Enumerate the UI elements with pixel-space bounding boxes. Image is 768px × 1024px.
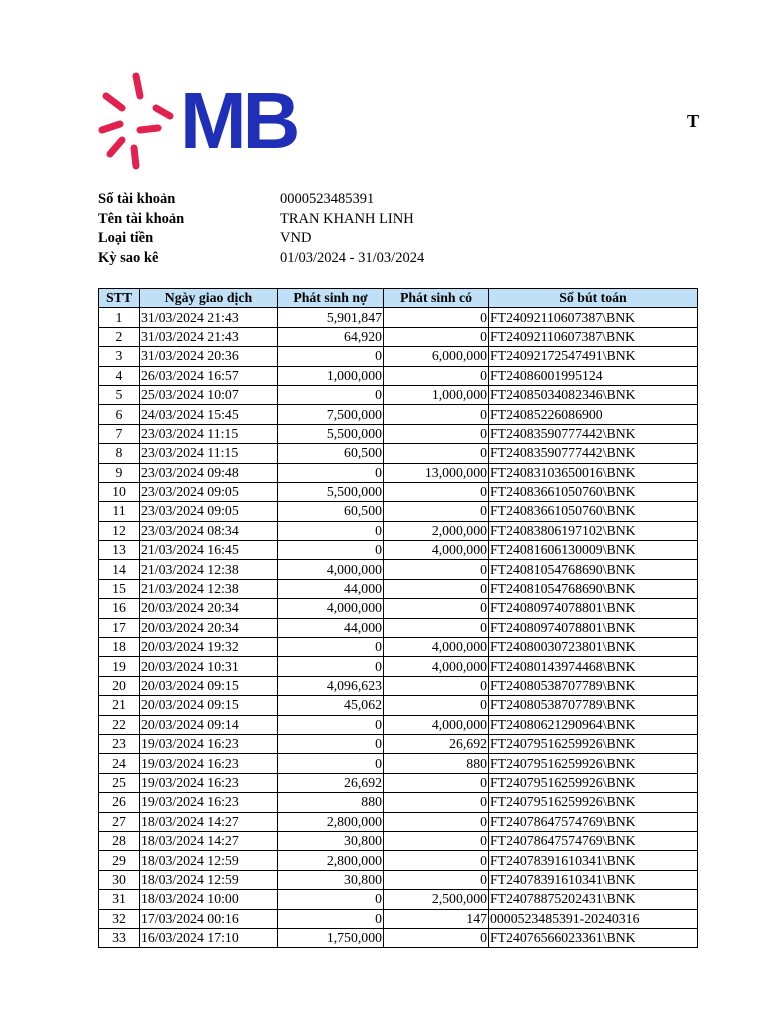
cell-stt: 17 — [99, 618, 140, 637]
cell-reference: FT24086001995124 — [489, 366, 698, 385]
cell-transaction-date: 20/03/2024 09:15 — [140, 676, 278, 695]
cell-transaction-date: 21/03/2024 12:38 — [140, 579, 278, 598]
currency-row — [98, 229, 424, 249]
table-row — [99, 482, 698, 501]
cell-reference: FT24079516259926\BNK — [489, 793, 698, 812]
column-header-reference: Số bút toán — [489, 289, 698, 308]
cell-transaction-date: 25/03/2024 10:07 — [140, 385, 278, 404]
cell-stt: 30 — [99, 870, 140, 889]
mb-star-logo-icon — [96, 70, 176, 172]
cell-transaction-date: 20/03/2024 10:31 — [140, 657, 278, 676]
cell-stt: 3 — [99, 347, 140, 366]
account-name-row — [98, 210, 424, 230]
cell-transaction-date: 20/03/2024 09:14 — [140, 715, 278, 734]
cell-transaction-date: 20/03/2024 19:32 — [140, 638, 278, 657]
cell-reference: FT24080030723801\BNK — [489, 638, 698, 657]
cell-credit: 2,500,000 — [384, 890, 489, 909]
cell-debit: 44,000 — [278, 579, 384, 598]
cell-credit: 0 — [384, 599, 489, 618]
cell-debit: 5,500,000 — [278, 424, 384, 443]
cell-credit: 0 — [384, 831, 489, 850]
cell-credit: 0 — [384, 560, 489, 579]
cell-reference: FT24083590777442\BNK — [489, 444, 698, 463]
cell-debit: 60,500 — [278, 444, 384, 463]
transaction-table — [98, 288, 698, 948]
cell-reference: FT24080974078801\BNK — [489, 618, 698, 637]
cell-reference: FT24080538707789\BNK — [489, 696, 698, 715]
cell-stt: 31 — [99, 890, 140, 909]
table-row — [99, 754, 698, 773]
table-row — [99, 405, 698, 424]
cell-stt: 33 — [99, 928, 140, 947]
table-row — [99, 308, 698, 327]
column-header-credit: Phát sinh có — [384, 289, 489, 308]
currency-label: Loại tiền — [98, 230, 154, 247]
cell-reference: FT24081606130009\BNK — [489, 541, 698, 560]
table-row — [99, 327, 698, 346]
cell-credit: 0 — [384, 444, 489, 463]
cell-reference: FT24081054768690\BNK — [489, 579, 698, 598]
cell-stt: 10 — [99, 482, 140, 501]
cell-credit: 4,000,000 — [384, 715, 489, 734]
cell-debit: 0 — [278, 754, 384, 773]
cell-stt: 27 — [99, 812, 140, 831]
cell-stt: 2 — [99, 327, 140, 346]
cell-stt: 23 — [99, 734, 140, 753]
cell-stt: 14 — [99, 560, 140, 579]
cell-debit: 0 — [278, 909, 384, 928]
cell-stt: 21 — [99, 696, 140, 715]
table-row — [99, 385, 698, 404]
cell-credit: 1,000,000 — [384, 385, 489, 404]
table-row — [99, 463, 698, 482]
cell-credit: 26,692 — [384, 734, 489, 753]
cell-credit: 0 — [384, 502, 489, 521]
table-row — [99, 870, 698, 889]
cell-stt: 9 — [99, 463, 140, 482]
cell-reference: FT24080538707789\BNK — [489, 676, 698, 695]
cell-reference: FT24083661050760\BNK — [489, 482, 698, 501]
table-body — [99, 308, 698, 948]
table-row — [99, 347, 698, 366]
cell-stt: 4 — [99, 366, 140, 385]
cell-debit: 5,901,847 — [278, 308, 384, 327]
cell-stt: 15 — [99, 579, 140, 598]
cell-transaction-date: 23/03/2024 09:48 — [140, 463, 278, 482]
cell-debit: 0 — [278, 463, 384, 482]
account-number-value: 0000523485391 — [280, 191, 375, 207]
cell-reference: FT24078647574769\BNK — [489, 831, 698, 850]
cell-transaction-date: 23/03/2024 11:15 — [140, 444, 278, 463]
statement-period-value: 01/03/2024 - 31/03/2024 — [280, 249, 425, 266]
table-row — [99, 831, 698, 850]
cell-stt: 8 — [99, 444, 140, 463]
cell-reference: FT24083806197102\BNK — [489, 521, 698, 540]
cell-transaction-date: 26/03/2024 16:57 — [140, 366, 278, 385]
cell-credit: 0 — [384, 579, 489, 598]
cell-stt: 7 — [99, 424, 140, 443]
cell-debit: 2,800,000 — [278, 812, 384, 831]
cell-debit: 880 — [278, 793, 384, 812]
cell-credit: 880 — [384, 754, 489, 773]
cell-credit: 0 — [384, 851, 489, 870]
cell-transaction-date: 18/03/2024 14:27 — [140, 831, 278, 850]
document-title: T — [687, 111, 700, 131]
cell-debit: 45,062 — [278, 696, 384, 715]
cell-credit: 0 — [384, 928, 489, 947]
cell-reference: FT24092172547491\BNK — [489, 347, 698, 366]
cell-debit: 0 — [278, 385, 384, 404]
cell-credit: 0 — [384, 793, 489, 812]
cell-transaction-date: 23/03/2024 09:05 — [140, 502, 278, 521]
cell-transaction-date: 19/03/2024 16:23 — [140, 734, 278, 753]
cell-stt: 12 — [99, 521, 140, 540]
statement-period-row — [98, 249, 424, 269]
cell-stt: 19 — [99, 657, 140, 676]
table-row — [99, 366, 698, 385]
cell-credit: 0 — [384, 482, 489, 501]
cell-transaction-date: 23/03/2024 11:15 — [140, 424, 278, 443]
cell-debit: 1,750,000 — [278, 928, 384, 947]
cell-stt: 24 — [99, 754, 140, 773]
table-header — [99, 289, 698, 308]
cell-debit: 1,000,000 — [278, 366, 384, 385]
table-row — [99, 696, 698, 715]
cell-debit: 30,800 — [278, 870, 384, 889]
cell-stt: 1 — [99, 308, 140, 327]
cell-debit: 60,500 — [278, 502, 384, 521]
cell-reference: FT24078391610341\BNK — [489, 870, 698, 889]
cell-transaction-date: 18/03/2024 12:59 — [140, 851, 278, 870]
cell-transaction-date: 19/03/2024 16:23 — [140, 754, 278, 773]
table-row — [99, 618, 698, 637]
account-number-row — [98, 190, 424, 210]
cell-stt: 20 — [99, 676, 140, 695]
cell-stt: 5 — [99, 385, 140, 404]
cell-stt: 22 — [99, 715, 140, 734]
cell-credit: 147 — [384, 909, 489, 928]
cell-reference: FT24078875202431\BNK — [489, 890, 698, 909]
cell-transaction-date: 31/03/2024 21:43 — [140, 308, 278, 327]
cell-reference: FT24081054768690\BNK — [489, 560, 698, 579]
cell-credit: 0 — [384, 618, 489, 637]
cell-reference: FT24080974078801\BNK — [489, 599, 698, 618]
cell-debit: 64,920 — [278, 327, 384, 346]
cell-debit: 0 — [278, 541, 384, 560]
cell-transaction-date: 20/03/2024 20:34 — [140, 599, 278, 618]
cell-transaction-date: 20/03/2024 20:34 — [140, 618, 278, 637]
cell-stt: 25 — [99, 773, 140, 792]
cell-debit: 0 — [278, 715, 384, 734]
cell-debit: 7,500,000 — [278, 405, 384, 424]
cell-credit: 6,000,000 — [384, 347, 489, 366]
cell-debit: 26,692 — [278, 773, 384, 792]
account-number-label: Số tài khoản — [98, 191, 176, 207]
table-row — [99, 715, 698, 734]
cell-debit: 5,500,000 — [278, 482, 384, 501]
account-name-value: TRAN KHANH LINH — [280, 210, 414, 227]
cell-credit: 4,000,000 — [384, 657, 489, 676]
cell-transaction-date: 18/03/2024 14:27 — [140, 812, 278, 831]
cell-debit: 44,000 — [278, 618, 384, 637]
cell-credit: 0 — [384, 424, 489, 443]
cell-credit: 0 — [384, 308, 489, 327]
cell-debit: 0 — [278, 890, 384, 909]
cell-debit: 0 — [278, 734, 384, 753]
cell-reference: FT24078391610341\BNK — [489, 851, 698, 870]
cell-credit: 13,000,000 — [384, 463, 489, 482]
cell-debit: 0 — [278, 347, 384, 366]
cell-transaction-date: 20/03/2024 09:15 — [140, 696, 278, 715]
cell-transaction-date: 24/03/2024 15:45 — [140, 405, 278, 424]
cell-stt: 11 — [99, 502, 140, 521]
cell-reference: FT24080621290964\BNK — [489, 715, 698, 734]
cell-transaction-date: 19/03/2024 16:23 — [140, 793, 278, 812]
cell-reference: FT24083661050760\BNK — [489, 502, 698, 521]
cell-credit: 2,000,000 — [384, 521, 489, 540]
cell-reference: FT24085226086900 — [489, 405, 698, 424]
cell-transaction-date: 23/03/2024 08:34 — [140, 521, 278, 540]
table-row — [99, 928, 698, 947]
cell-debit: 4,096,623 — [278, 676, 384, 695]
cell-stt: 28 — [99, 831, 140, 850]
cell-reference: FT24078647574769\BNK — [489, 812, 698, 831]
table-row — [99, 909, 698, 928]
column-header-date: Ngày giao dịch — [140, 289, 278, 308]
table-row — [99, 424, 698, 443]
cell-debit: 0 — [278, 638, 384, 657]
cell-reference: FT24092110607387\BNK — [489, 327, 698, 346]
table-row — [99, 502, 698, 521]
cell-transaction-date: 21/03/2024 16:45 — [140, 541, 278, 560]
cell-stt: 32 — [99, 909, 140, 928]
cell-credit: 0 — [384, 773, 489, 792]
table-row — [99, 599, 698, 618]
mb-logo-text: MB — [180, 76, 297, 165]
cell-transaction-date: 18/03/2024 12:59 — [140, 870, 278, 889]
table-row — [99, 521, 698, 540]
cell-credit: 0 — [384, 676, 489, 695]
cell-reference: FT24092110607387\BNK — [489, 308, 698, 327]
cell-credit: 0 — [384, 870, 489, 889]
cell-credit: 0 — [384, 812, 489, 831]
cell-debit: 30,800 — [278, 831, 384, 850]
cell-transaction-date: 23/03/2024 09:05 — [140, 482, 278, 501]
cell-credit: 4,000,000 — [384, 638, 489, 657]
cell-stt: 26 — [99, 793, 140, 812]
account-name-label: Tên tài khoản — [98, 210, 185, 227]
cell-credit: 4,000,000 — [384, 541, 489, 560]
table-row — [99, 579, 698, 598]
cell-reference: FT24085034082346\BNK — [489, 385, 698, 404]
cell-debit: 0 — [278, 657, 384, 676]
statement-period-label: Kỳ sao kê — [98, 249, 159, 266]
cell-credit: 0 — [384, 405, 489, 424]
table-row — [99, 560, 698, 579]
cell-reference: FT24076566023361\BNK — [489, 928, 698, 947]
cell-transaction-date: 21/03/2024 12:38 — [140, 560, 278, 579]
cell-debit: 0 — [278, 521, 384, 540]
table-row — [99, 638, 698, 657]
table-row — [99, 444, 698, 463]
table-row — [99, 734, 698, 753]
cell-credit: 0 — [384, 366, 489, 385]
table-row — [99, 657, 698, 676]
cell-transaction-date: 17/03/2024 00:16 — [140, 909, 278, 928]
cell-reference: FT24083590777442\BNK — [489, 424, 698, 443]
cell-stt: 13 — [99, 541, 140, 560]
table-row — [99, 890, 698, 909]
cell-reference: FT24079516259926\BNK — [489, 754, 698, 773]
cell-reference: FT24083103650016\BNK — [489, 463, 698, 482]
cell-transaction-date: 19/03/2024 16:23 — [140, 773, 278, 792]
cell-stt: 16 — [99, 599, 140, 618]
cell-reference: 0000523485391-20240316 — [489, 909, 698, 928]
table-header-row — [99, 289, 698, 308]
table-row — [99, 793, 698, 812]
table-row — [99, 812, 698, 831]
account-info — [98, 190, 424, 268]
cell-transaction-date: 31/03/2024 20:36 — [140, 347, 278, 366]
currency-value: VND — [280, 230, 312, 247]
cell-credit: 0 — [384, 327, 489, 346]
column-header-stt: STT — [99, 289, 140, 308]
column-header-debit: Phát sinh nợ — [278, 289, 384, 308]
cell-stt: 18 — [99, 638, 140, 657]
cell-credit: 0 — [384, 696, 489, 715]
cell-transaction-date: 18/03/2024 10:00 — [140, 890, 278, 909]
table-row — [99, 541, 698, 560]
cell-stt: 6 — [99, 405, 140, 424]
table-row — [99, 851, 698, 870]
cell-debit: 4,000,000 — [278, 560, 384, 579]
cell-transaction-date: 31/03/2024 21:43 — [140, 327, 278, 346]
cell-debit: 4,000,000 — [278, 599, 384, 618]
cell-reference: FT24079516259926\BNK — [489, 773, 698, 792]
cell-transaction-date: 16/03/2024 17:10 — [140, 928, 278, 947]
cell-stt: 29 — [99, 851, 140, 870]
cell-reference: FT24080143974468\BNK — [489, 657, 698, 676]
cell-reference: FT24079516259926\BNK — [489, 734, 698, 753]
table-row — [99, 676, 698, 695]
cell-debit: 2,800,000 — [278, 851, 384, 870]
table-row — [99, 773, 698, 792]
